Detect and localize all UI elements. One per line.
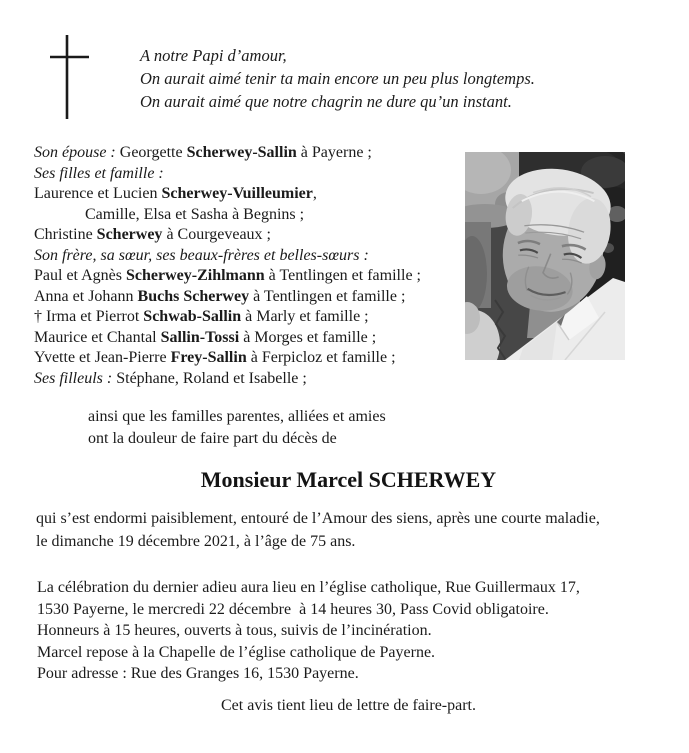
announcement-text [88,406,386,449]
death-details [36,508,600,553]
text-segment: Buchs Scherwey [137,287,250,305]
text-segment: Son frère, sa sœur, ses beaux-frères et belles-sœurs : [34,246,369,264]
ceremony-details [37,577,580,685]
text-line: Marcel repose à la Chapelle de l’église catholique de Payerne. [37,643,436,661]
text-segment: Son épouse : [34,144,120,161]
epigraph [140,44,535,113]
family-line [34,266,421,287]
text-segment: Sallin-Tossi [160,328,240,346]
family-line [34,225,421,246]
text-segment: Scherwey [96,226,163,243]
text-line: A notre Papi d’amour, [140,46,287,65]
text-segment: Camille, Elsa et Sasha à Begnins ; [85,205,305,223]
family-list [34,143,421,389]
family-line [34,164,421,185]
text-line: On aurait aimé que notre chagrin ne dure qu’un instant. [140,92,512,111]
text-line: 1530 Payerne, le mercredi 22 décembre à 14 heures 30, Pass Covid obligatoire. [37,600,549,618]
text-segment: † Irma et Pierrot [34,308,144,325]
text-segment: à Morges et famille ; [239,328,377,346]
text-segment: Anna et Johann [34,287,138,305]
family-line [34,328,421,349]
text-line: qui s’est endormi paisiblement, entouré de l’Amour des siens, après une courte maladie, [36,510,600,527]
text-segment: Maurice et Chantal [34,328,161,346]
closing-line: Cet avis tient lieu de lettre de faire-part. [221,697,476,714]
family-line [34,205,421,226]
text-segment: Georgette [119,144,187,161]
text-segment: Scherwey-Zihlmann [126,267,265,284]
family-line [34,246,421,267]
family-line [34,348,421,369]
family-line [34,307,421,328]
text-line: le dimanche 19 décembre 2021, à l’âge de 75 ans. [36,532,356,550]
text-line: On aurait aimé tenir ta main encore un peu plus longtemps. [140,69,535,88]
family-line [34,287,421,308]
text-segment: Ses filles et famille : [34,164,164,182]
text-segment: Scherwey-Vuilleumier [161,185,313,202]
text-line: Honneurs à 15 heures, ouverts à tous, suivis de l’incinération. [37,622,432,640]
deceased-name: Monsieur Marcel SCHERWEY [200,467,497,492]
text-segment: à Tentlingen et famille ; [249,287,406,305]
family-line [34,369,421,390]
portrait-photo [465,152,625,360]
text-line: La célébration du dernier adieu aura lieu en l’église catholique, Rue Guillermaux 17, [37,579,580,596]
text-segment: Christine [34,226,97,243]
text-segment: Paul et Agnès [34,267,126,284]
text-segment: Stéphane, Roland et Isabelle ; [116,369,307,387]
text-line: Pour adresse : Rue des Granges 16, 1530 Payerne. [37,665,359,683]
text-segment: à Payerne ; [296,144,372,161]
family-line [34,143,421,164]
text-segment: Ses filleuls : [34,369,117,387]
text-segment: à Courgeveaux ; [162,226,271,243]
text-segment: Laurence et Lucien [34,185,162,202]
text-segment: Yvette et Jean-Pierre [34,349,171,366]
text-line: ainsi que les familles parentes, alliées et amies [88,408,386,425]
family-line [34,184,421,205]
text-segment: Frey-Sallin [170,349,247,366]
text-segment: à Ferpicloz et famille ; [246,349,396,366]
text-segment: à Tentlingen et famille ; [264,267,421,284]
text-segment: , [312,185,317,202]
text-segment: à Marly et famille ; [241,308,369,325]
text-line: ont la douleur de faire part du décès de [88,429,337,447]
cross-icon [48,33,92,123]
text-segment: Schwab-Sallin [143,308,242,325]
text-segment: Scherwey-Sallin [186,144,297,161]
